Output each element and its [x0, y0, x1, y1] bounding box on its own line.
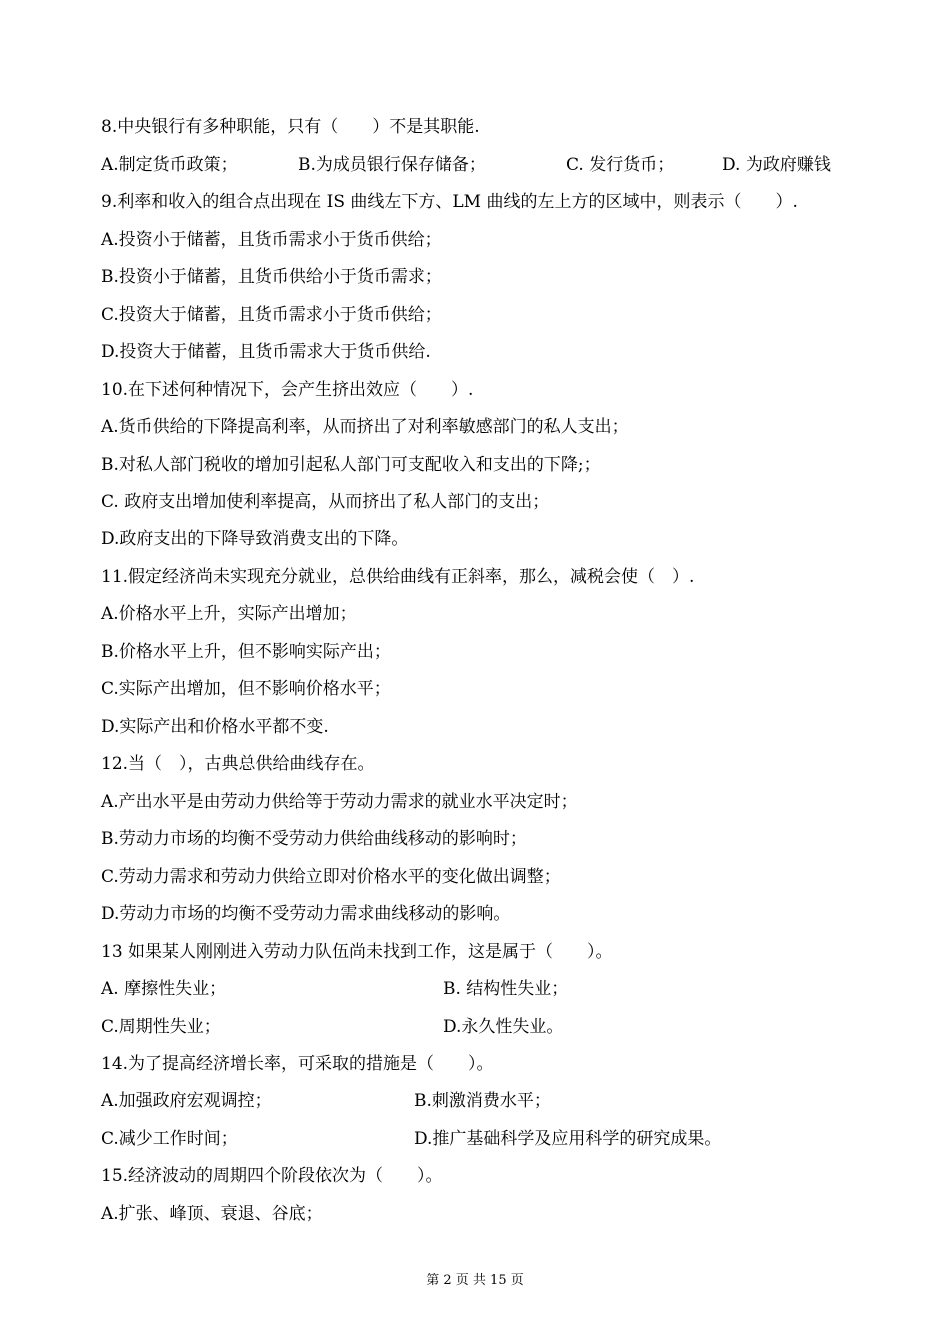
question-12-stem: 12.当（ ），古典总供给曲线存在。 — [101, 754, 375, 774]
option-d: D.推广基础科学及应用科学的研究成果。 — [414, 1129, 722, 1149]
option-a: A.货币供给的下降提高利率，从而挤出了对利率敏感部门的私人支出； — [101, 417, 629, 437]
option-b: B.刺激消费水平； — [414, 1091, 551, 1111]
option-c: C.实际产出增加，但不影响价格水平； — [101, 679, 391, 699]
option-b: B.投资小于储蓄，且货币供给小于货币需求； — [101, 267, 442, 287]
option-a: A.制定货币政策； — [101, 155, 238, 175]
option-a: A.产出水平是由劳动力供给等于劳动力需求的就业水平决定时； — [101, 792, 578, 812]
option-b: B.对私人部门税收的增加引起私人部门可支配收入和支出的下降;； — [101, 455, 601, 475]
option-c: C. 发行货币； — [566, 155, 675, 175]
option-a: A.扩张、峰顶、衰退、谷底； — [101, 1204, 323, 1224]
question-8-stem: 8.中央银行有多种职能，只有（ ）不是其职能. — [101, 117, 480, 137]
question-13-stem: 13 如果某人刚刚进入劳动力队伍尚未找到工作，这是属于（ ）。 — [101, 942, 613, 962]
option-b: B.为成员银行保存储备； — [298, 155, 486, 175]
option-c: C.周期性失业； — [101, 1017, 221, 1037]
question-11-stem: 11.假定经济尚未实现充分就业，总供给曲线有正斜率，那么，减税会使（ ）. — [101, 567, 695, 587]
option-d: D.实际产出和价格水平都不变. — [101, 717, 329, 737]
question-8-options-row — [101, 154, 238, 176]
option-c: C.劳动力需求和劳动力供给立即对价格水平的变化做出调整； — [101, 867, 561, 887]
option-d: D.政府支出的下降导致消费支出的下降。 — [101, 529, 409, 549]
question-9-stem: 9.利率和收入的组合点出现在 IS 曲线左下方、LM 曲线的左上方的区域中，则表示（ ）. — [101, 192, 798, 212]
option-c: C. 政府支出增加使利率提高，从而挤出了私人部门的支出； — [101, 492, 550, 512]
option-b: B.劳动力市场的均衡不受劳动力供给曲线移动的影响时； — [101, 829, 527, 849]
option-d: D.投资大于储蓄，且货币需求大于货币供给. — [101, 342, 431, 362]
question-15-stem: 15.经济波动的周期四个阶段依次为（ ）。 — [101, 1166, 443, 1186]
option-a: A. 摩擦性失业； — [101, 979, 227, 999]
option-d: D.劳动力市场的均衡不受劳动力需求曲线移动的影响。 — [101, 904, 511, 924]
question-14-stem: 14.为了提高经济增长率，可采取的措施是（ ）。 — [101, 1054, 494, 1074]
option-d: D.永久性失业。 — [443, 1017, 564, 1037]
option-a: A.投资小于储蓄，且货币需求小于货币供给； — [101, 230, 442, 250]
option-c: C.投资大于储蓄，且货币需求小于货币供给； — [101, 305, 442, 325]
question-10-stem: 10.在下述何种情况下，会产生挤出效应（ ）. — [101, 380, 474, 400]
option-b: B.价格水平上升，但不影响实际产出； — [101, 642, 391, 662]
option-c: C.减少工作时间； — [101, 1129, 238, 1149]
option-d: D. 为政府赚钱 — [722, 155, 831, 175]
option-b: B. 结构性失业； — [443, 979, 569, 999]
option-a: A.加强政府宏观调控； — [101, 1091, 272, 1111]
option-a: A.价格水平上升，实际产出增加； — [101, 604, 357, 624]
page-number-footer: 第 2 页 共 15 页 — [426, 1273, 524, 1288]
